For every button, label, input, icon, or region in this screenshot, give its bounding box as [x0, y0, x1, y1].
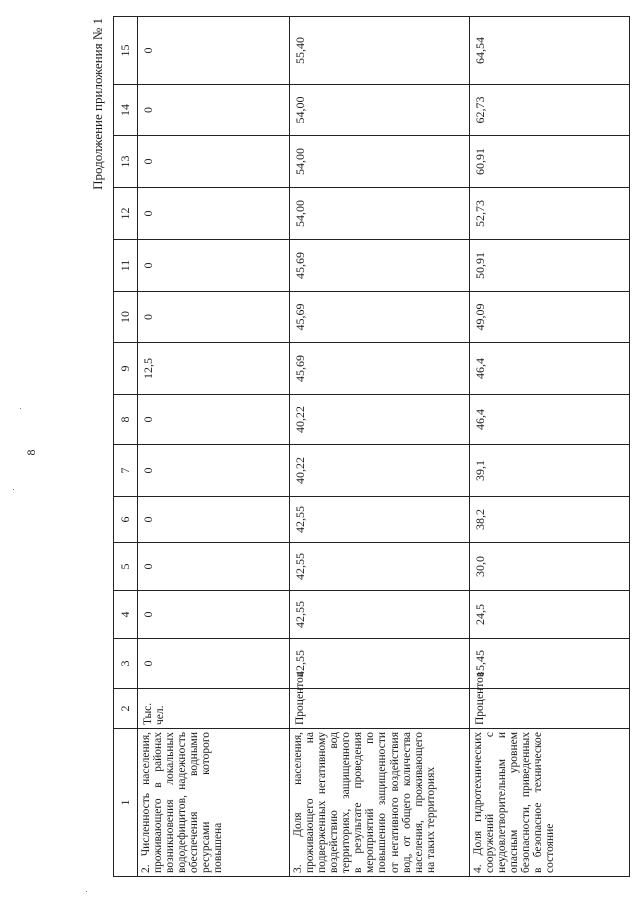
value-cell: 15,45: [470, 639, 630, 689]
value-cell: 0: [138, 497, 290, 543]
value-cell: 50,91: [470, 240, 630, 292]
value-cell: 30,0: [470, 543, 630, 591]
value-cell: 0: [138, 136, 290, 188]
header-cell: 2: [114, 689, 138, 729]
value-cell: 0: [138, 445, 290, 497]
table-row: [470, 17, 630, 877]
value-cell: 42,55: [290, 497, 470, 543]
table-header-row: [114, 17, 138, 877]
value-cell: 0: [138, 240, 290, 292]
value-cell: 49,09: [470, 292, 630, 343]
value-cell: 45,69: [290, 292, 470, 343]
value-cell: 0: [138, 292, 290, 343]
scan-speck: [13, 489, 14, 490]
value-cell: 24,5: [470, 591, 630, 639]
header-cell: 14: [114, 85, 138, 136]
value-cell: 64,54: [470, 17, 630, 85]
unit-cell: Процентов: [290, 689, 470, 729]
unit-cell: Тыс. чел.: [138, 689, 290, 729]
value-cell: 54,00: [290, 136, 470, 188]
header-cell: 9: [114, 343, 138, 395]
value-cell: 40,22: [290, 395, 470, 445]
value-cell: 54,00: [290, 188, 470, 240]
value-cell: 12,5: [138, 343, 290, 395]
header-cell: 13: [114, 136, 138, 188]
header-cell: 3: [114, 639, 138, 689]
value-cell: 39,1: [470, 445, 630, 497]
value-cell: 0: [138, 17, 290, 85]
value-cell: 60,91: [470, 136, 630, 188]
indicator-cell: 3. Доля населения, проживающего на подверженных негативному воздействию вод территориях, защищенного в результате проведения мероприятий по повышению защищенности от негативного воздействия вод, от общего количества населения, проживающего на таких территориях: [290, 729, 470, 877]
value-cell: 0: [138, 639, 290, 689]
value-cell: 40,22: [290, 445, 470, 497]
page-number: 8: [24, 449, 38, 456]
value-cell: 45,69: [290, 240, 470, 292]
header-cell: 10: [114, 292, 138, 343]
value-cell: 38,2: [470, 497, 630, 543]
table-row: [138, 17, 290, 877]
value-cell: 0: [138, 395, 290, 445]
value-cell: 55,40: [290, 17, 470, 85]
header-cell: 5: [114, 543, 138, 591]
value-cell: 46,4: [470, 395, 630, 445]
table-row: [290, 17, 470, 877]
header-cell: 15: [114, 17, 138, 85]
value-cell: 52,73: [470, 188, 630, 240]
header-cell: 1: [114, 729, 138, 877]
indicator-cell: 2. Численность населения, проживающего в районах возникновения локальных вододефицитов, надежность обеспечения водными ресурсами которого повышена: [138, 729, 290, 877]
value-cell: 45,69: [290, 343, 470, 395]
indicators-table: [113, 16, 630, 877]
header-cell: 12: [114, 188, 138, 240]
value-cell: 0: [138, 188, 290, 240]
value-cell: 0: [138, 591, 290, 639]
appendix-caption: Продолжение приложения № 1: [90, 18, 105, 190]
value-cell: 0: [138, 85, 290, 136]
value-cell: 0: [138, 543, 290, 591]
scan-speck: [86, 891, 87, 892]
value-cell: 42,55: [290, 543, 470, 591]
header-cell: 11: [114, 240, 138, 292]
header-cell: 4: [114, 591, 138, 639]
header-cell: 7: [114, 445, 138, 497]
value-cell: 54,00: [290, 85, 470, 136]
header-cell: 8: [114, 395, 138, 445]
indicator-cell: 4. Доля гидротехнических сооружений с неудовлетворительным и опасным уровнем безопасности, приведенных в безопасное техническое состояние: [470, 729, 630, 877]
value-cell: 42,55: [290, 591, 470, 639]
value-cell: 46,4: [470, 343, 630, 395]
unit-cell: Процентов: [470, 689, 630, 729]
header-cell: 6: [114, 497, 138, 543]
scan-speck: [20, 408, 21, 409]
value-cell: 42,55: [290, 639, 470, 689]
value-cell: 62,73: [470, 85, 630, 136]
